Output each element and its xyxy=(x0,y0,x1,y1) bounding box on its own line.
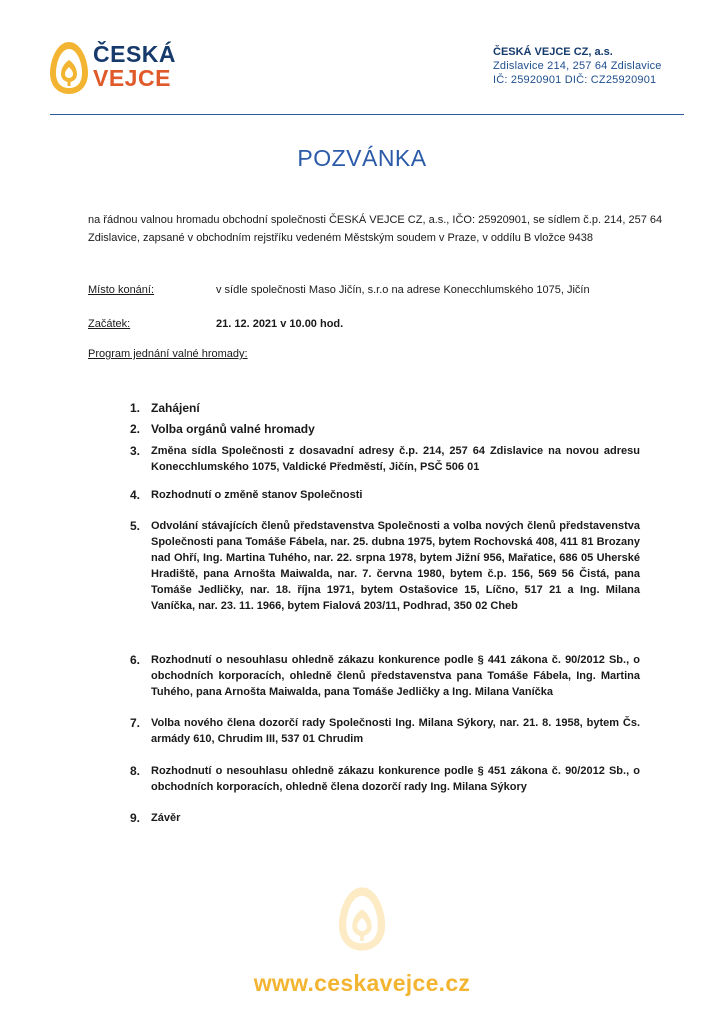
agenda-item xyxy=(130,715,640,747)
company-info xyxy=(493,45,662,87)
agenda-text: Volba nového člena dozorčí rady Společnosti Ing. Milana Sýkory, nar. 21. 8. 1958, bytem Čs. armády 610, Chrudim III, 537 01 Chrudim xyxy=(151,717,640,745)
website-link[interactable]: www.ceskavejce.cz xyxy=(253,970,471,996)
agenda-number: 1. xyxy=(130,401,141,415)
program-label: Program jednání valné hromady: xyxy=(88,348,248,360)
start-value: 21. 12. 2021 v 10.00 hod. xyxy=(216,318,344,330)
agenda-item xyxy=(130,652,640,700)
company-ids: IČ: 25920901 DIČ: CZ25920901 xyxy=(493,74,657,86)
agenda-text: Odvolání stávajících členů představenstva Společnosti a volba nových členů představenstva Společnosti pana Tomáše Fábela, nar. 25. dubna 1975, bytem Rochovská 408, 411 81 Brozany nad Ohří, Ing. Martina Tuhého, nar. 22. srpna 1978, bytem Jižní 956, Mařatice, 686 05 Uherské Hradiště, pana Arnošta Maiwalda, nar. 7. června 1980, bytem č.p. 156, 569 56 Čistá, pana Tomáše Jedličky, nar. 18. října 1971, bytem Ostašovice 15, Líčno, 517 21 a Ing. Milana Vaníčka, nar. 23. 11. 1966, bytem Fialová 203/11, Podhrad, 350 02 Cheb xyxy=(151,520,640,612)
agenda-number: 4. xyxy=(130,488,141,502)
page-title: POZVÁNKA xyxy=(297,145,427,171)
agenda-item xyxy=(130,763,640,795)
agenda-item xyxy=(130,487,640,503)
company-address: Zdislavice 214, 257 64 Zdislavice xyxy=(493,60,662,72)
agenda-text: Zahájení xyxy=(151,401,200,415)
venue-row xyxy=(88,283,590,297)
agenda-text: Rozhodnutí o změně stanov Společnosti xyxy=(151,489,363,501)
agenda-item xyxy=(130,810,640,826)
intro-paragraph: na řádnou valnou hromadu obchodní společnosti ČESKÁ VEJCE CZ, a.s., IČO: 25920901, se sídlem č.p. 214, 257 64 Zdislavice, zapsané v obchodním rejstříku vedeném Městským soudem v Praze, v oddílu B vložce 9438 xyxy=(88,214,663,244)
agenda-item xyxy=(130,518,640,614)
egg-logo-icon xyxy=(49,40,89,96)
agenda-text: Změna sídla Společnosti z dosavadní adresy č.p. 214, 257 64 Zdislavice na novou adresu Konecchlumského 1075, Valdické Předměstí, Jičín, PSČ 506 01 xyxy=(151,445,640,473)
company-name: ČESKÁ VEJCE CZ, a.s. xyxy=(493,46,613,58)
agenda-number: 3. xyxy=(130,444,141,458)
agenda-number: 9. xyxy=(130,811,141,825)
agenda-text: Volba orgánů valné hromady xyxy=(151,422,315,436)
start-row xyxy=(88,317,343,331)
start-label: Začátek: xyxy=(88,318,131,330)
agenda-item xyxy=(130,443,640,475)
egg-watermark-shape xyxy=(330,885,394,953)
logo-wordmark xyxy=(93,42,176,90)
agenda-text: Rozhodnutí o nesouhlasu ohledně zákazu konkurence podle § 441 zákona č. 90/2012 Sb., o obchodních korporacích, ohledně členů představenstva pana Tomáše Fábela, Ing. Martina Tuhého, pana Arnošta Maiwalda, pana Tomáše Jedličky a Ing. Milana Vaníčka xyxy=(151,654,640,698)
agenda-number: 8. xyxy=(130,764,141,778)
header-divider xyxy=(50,114,684,115)
egg-watermark-icon xyxy=(330,885,394,958)
agenda-number: 7. xyxy=(130,716,141,730)
venue-label: Místo konání: xyxy=(88,284,155,296)
agenda-item xyxy=(130,400,640,416)
logo-text-line2: VEJCE xyxy=(93,65,171,91)
logo-text-line1: ČESKÁ xyxy=(93,41,177,67)
venue-value: v sídle společnosti Maso Jičín, s.r.o na adrese Konecchlumského 1075, Jičín xyxy=(216,284,590,296)
agenda-number: 2. xyxy=(130,422,141,436)
company-logo xyxy=(49,40,189,96)
program-row xyxy=(88,347,248,361)
agenda-text: Závěr xyxy=(151,812,181,824)
agenda-text: Rozhodnutí o nesouhlasu ohledně zákazu konkurence podle § 451 zákona č. 90/2012 Sb., o obchodních korporacích, ohledně člena dozorčí rady Ing. Milana Sýkory xyxy=(151,765,640,793)
agenda-item xyxy=(130,421,640,437)
agenda-number: 5. xyxy=(130,519,141,533)
agenda-number: 6. xyxy=(130,653,141,667)
